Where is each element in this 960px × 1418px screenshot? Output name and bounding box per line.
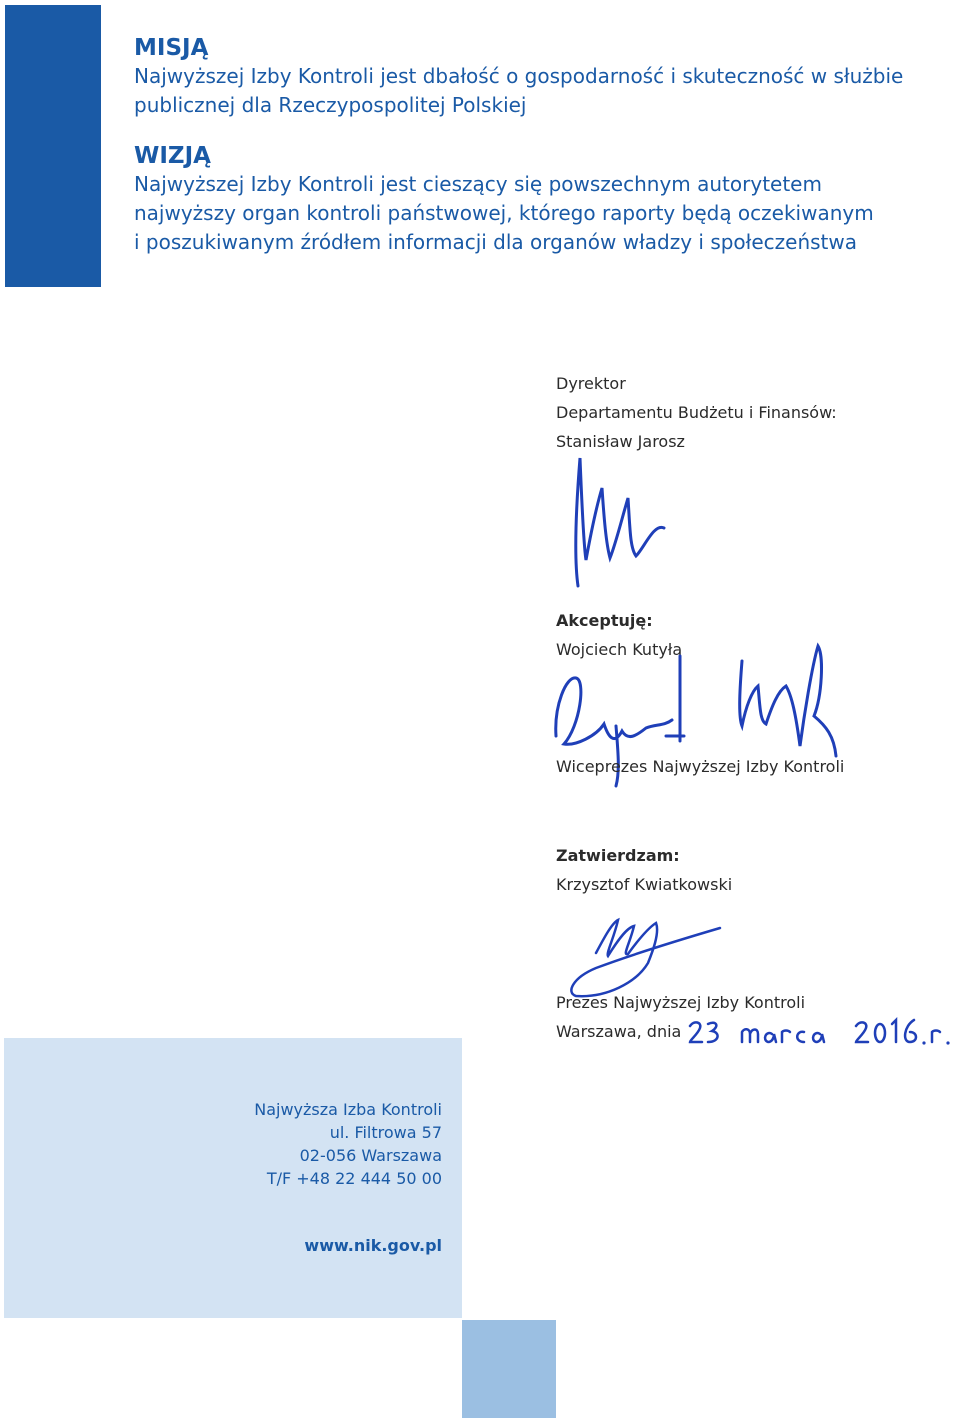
president-role: Prezes Najwyższej Izby Kontroli — [556, 993, 806, 1012]
mission-text-line-2: publicznej dla Rzeczypospolitej Polskiej — [134, 93, 527, 117]
director-title: Dyrektor — [556, 374, 626, 393]
acceptance-name: Wojciech Kutyła — [556, 640, 683, 659]
vision-text-line-2: najwyższy organ kontroli państwowej, którego raporty będą oczekiwanym — [134, 201, 874, 225]
org-name: Najwyższa Izba Kontroli — [254, 1100, 442, 1119]
director-department: Departamentu Budżetu i Finansów: — [556, 403, 837, 422]
director-name: Stanisław Jarosz — [556, 432, 685, 451]
vice-president-role-block — [556, 752, 844, 781]
phone-number: T/F +48 22 444 50 00 — [266, 1169, 442, 1188]
contact-address — [254, 1098, 442, 1190]
approval-block — [556, 841, 732, 899]
mission-heading: MISJĄ — [134, 35, 209, 61]
mission-vision-section — [134, 34, 944, 257]
vision-text-line-1: Najwyższej Izby Kontroli jest cieszący się powszechnym autorytetem — [134, 172, 822, 196]
director-signature — [566, 448, 676, 593]
city-address: 02-056 Warszawa — [299, 1146, 442, 1165]
brand-bar-left — [5, 5, 101, 287]
contact-panel — [4, 1038, 462, 1318]
date-prefix: Warszawa, dnia — [556, 1022, 682, 1041]
approval-name: Krzysztof Kwiatkowski — [556, 875, 733, 894]
handwritten-date — [686, 1016, 960, 1052]
director-block — [556, 369, 837, 456]
vice-president-role: Wiceprezes Najwyższej Izby Kontroli — [556, 757, 845, 776]
acceptance-label: Akceptuję: — [556, 611, 653, 630]
street-address: ul. Filtrowa 57 — [329, 1123, 442, 1142]
contact-panel-accent — [462, 1320, 556, 1418]
vision-heading: WIZJĄ — [134, 143, 211, 169]
website-link[interactable]: www.nik.gov.pl — [304, 1236, 442, 1255]
approval-label: Zatwierdzam: — [556, 846, 680, 865]
mission-text-line-1: Najwyższej Izby Kontroli jest dbałość o gospodarność i skuteczność w służbie — [134, 64, 904, 88]
vision-text-line-3: i poszukiwanym źródłem informacji dla organów władzy i społeczeństwa — [134, 230, 858, 254]
